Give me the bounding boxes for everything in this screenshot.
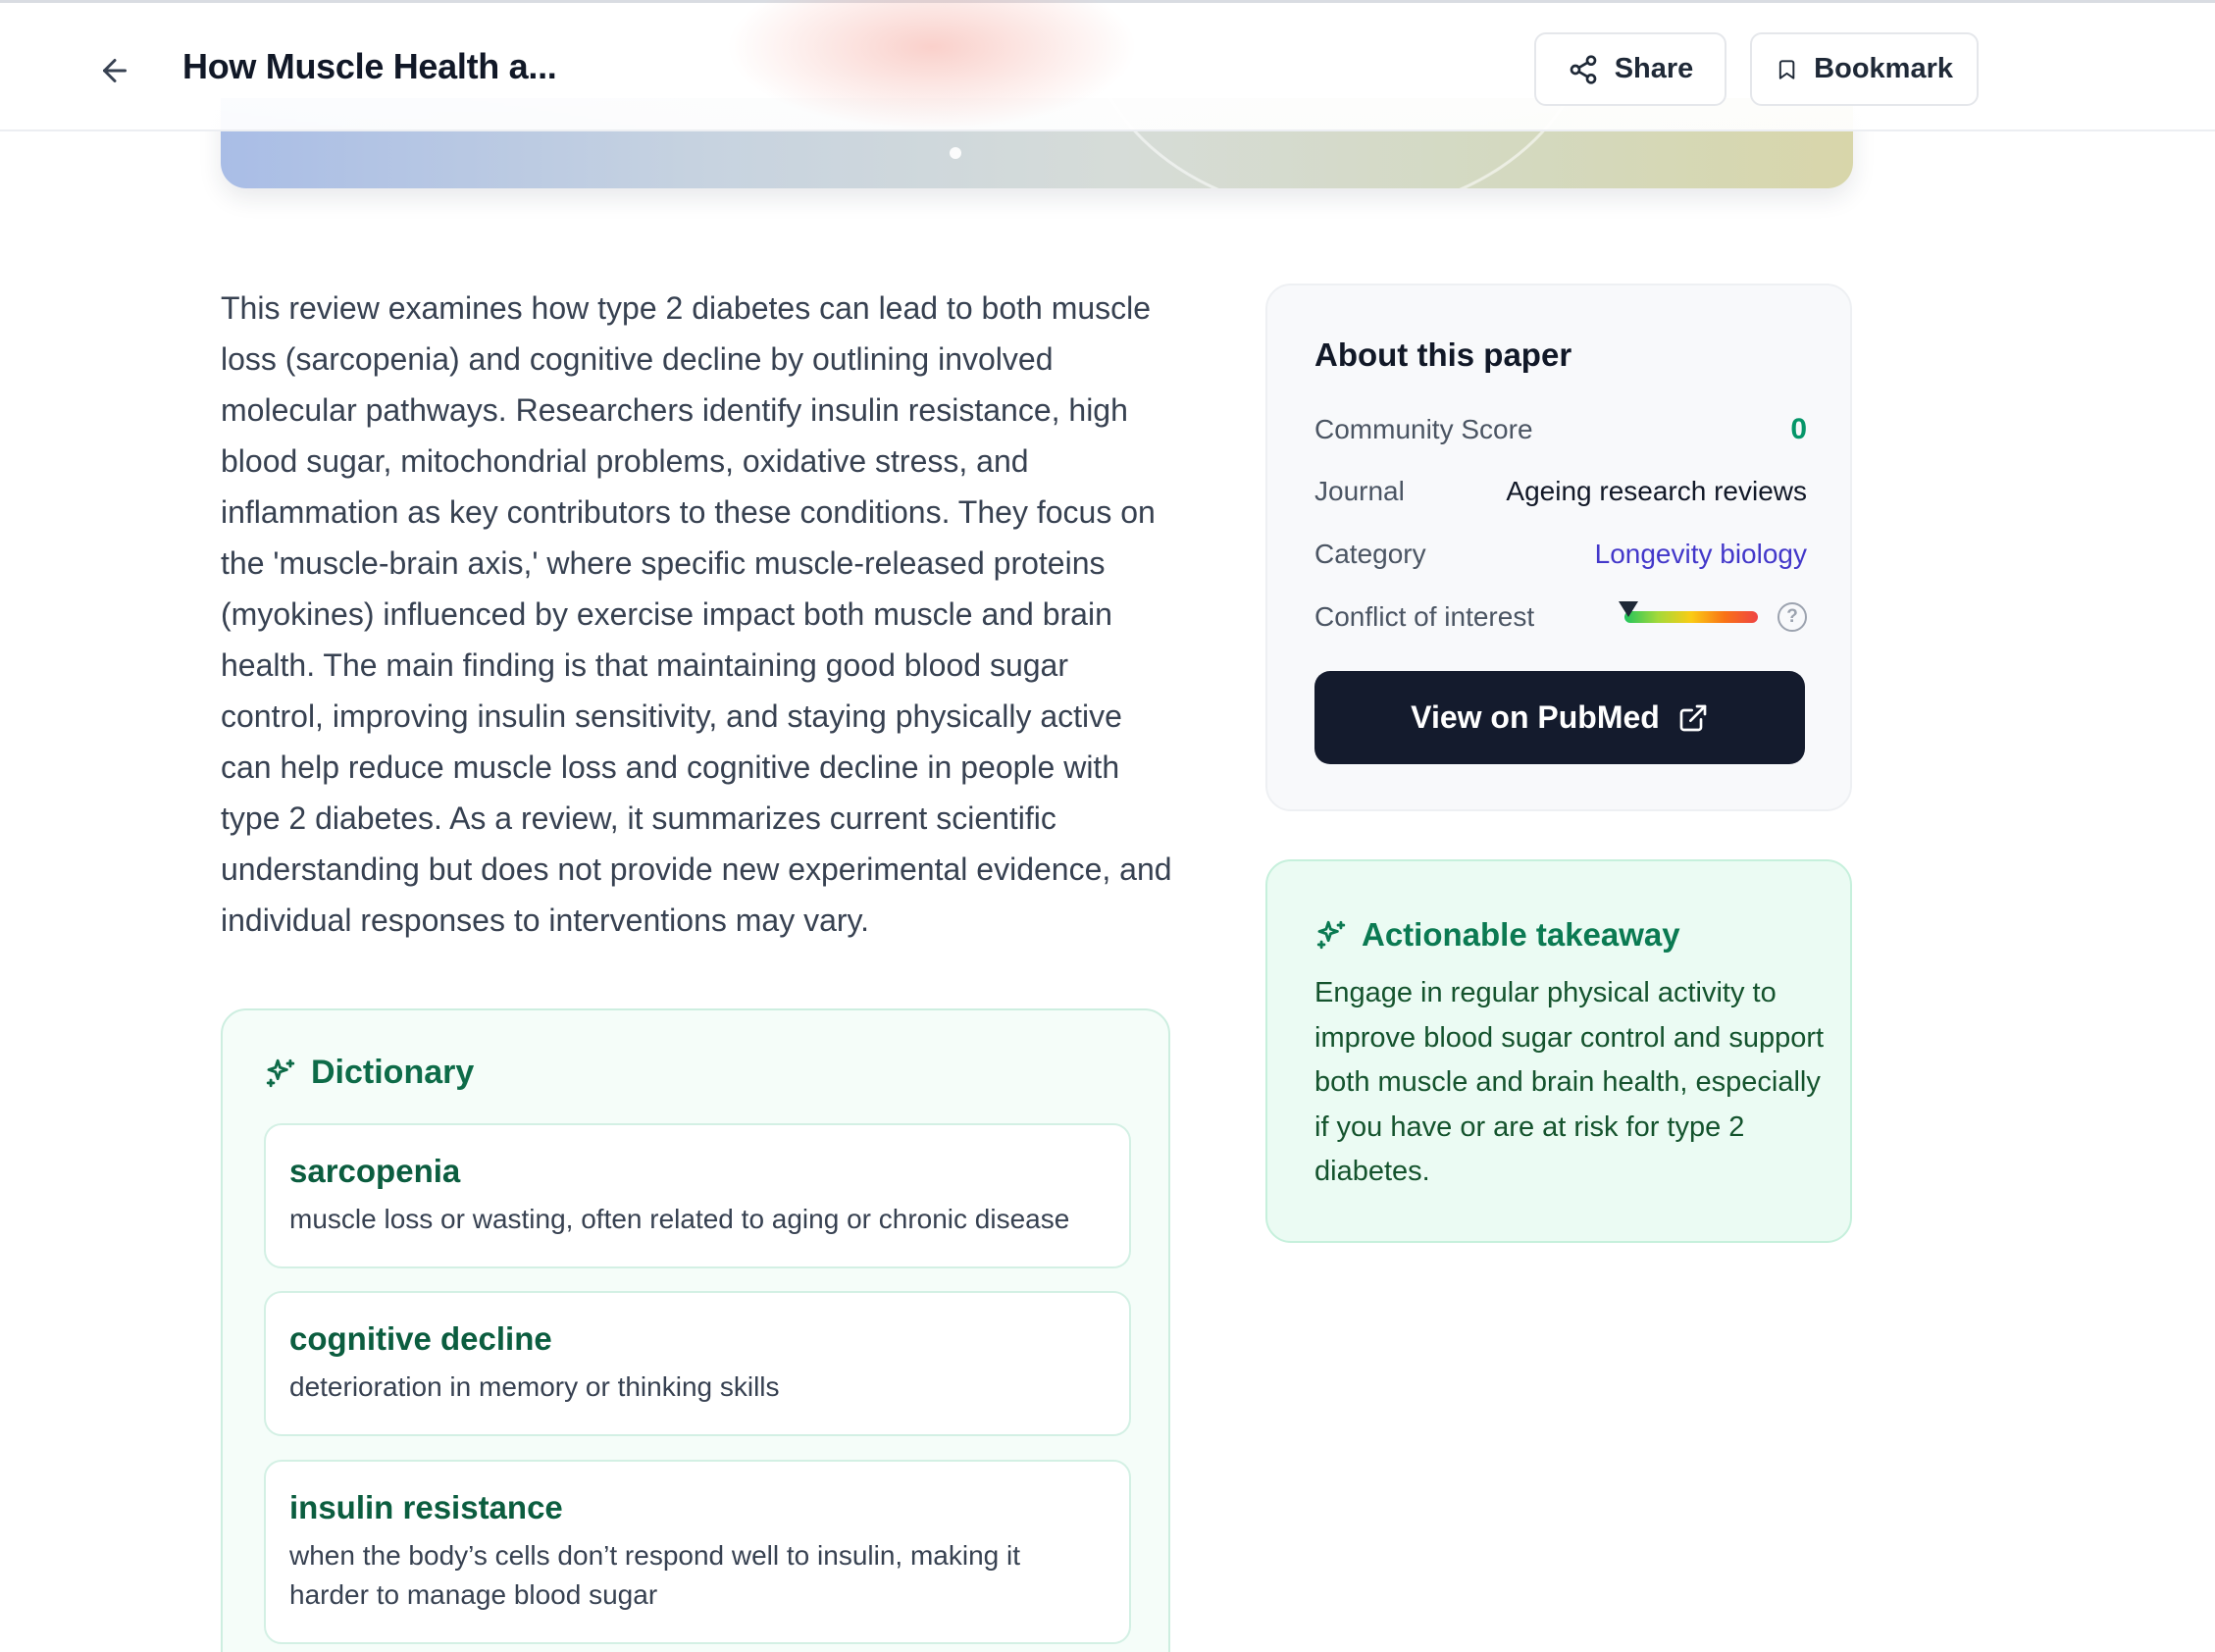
external-link-icon	[1677, 702, 1709, 734]
dictionary-term	[264, 1123, 1131, 1268]
top-bar-glow	[726, 0, 1138, 130]
page-title: How Muscle Health a...	[182, 46, 557, 86]
arrow-left-icon	[97, 53, 132, 88]
community-score-row	[1314, 413, 1807, 446]
conflict-gradient-bar	[1624, 611, 1758, 623]
top-bar	[0, 0, 2215, 131]
category-link[interactable]: Longevity biology	[1594, 539, 1807, 569]
paper-summary: This review examines how type 2 diabetes can lead to both muscle loss (sarcopenia) and cognitive decline by outlining involved molecular pathways. Researchers identify insulin resistance, high blood sugar, mitochondrial problems, oxidative stress, and inflammation as key contributors to these conditions. They focus on the 'muscle-brain axis,' where specific muscle-released proteins (myokines) influenced by exercise impact both muscle and brain health. The main finding is that maintaining good blood sugar control, improving insulin sensitivity, and staying physically active can help reduce muscle loss and cognitive decline in people with type 2 diabetes. As a review, it summarizes current scientific understanding but does not provide new experimental evidence, and individual responses to interventions may vary.	[221, 290, 1172, 938]
back-button[interactable]	[90, 46, 139, 95]
community-score-value: 0	[1790, 413, 1807, 445]
bookmark-icon	[1776, 55, 1798, 84]
term-name: cognitive decline	[289, 1320, 552, 1357]
bookmark-button[interactable]	[1750, 32, 1979, 106]
journal-value: Ageing research reviews	[1506, 476, 1807, 506]
sparkle-icon	[264, 1057, 297, 1090]
term-definition: muscle loss or wasting, often related to aging or chronic disease	[289, 1204, 1070, 1234]
category-label: Category	[1314, 539, 1426, 569]
dictionary-header	[264, 1054, 474, 1092]
view-on-pubmed-button[interactable]	[1314, 671, 1805, 764]
dictionary-card	[221, 1008, 1170, 1652]
journal-row	[1314, 476, 1807, 507]
share-button[interactable]	[1534, 32, 1726, 106]
dictionary-term	[264, 1460, 1131, 1644]
takeaway-title: Actionable takeaway	[1362, 916, 1680, 953]
category-row	[1314, 539, 1807, 570]
journal-label: Journal	[1314, 476, 1405, 506]
term-name: sarcopenia	[289, 1153, 461, 1189]
takeaway-text: Engage in regular physical activity to improve blood sugar control and support both muscle and brain health, especially if you have or are at risk for type 2 diabetes.	[1314, 977, 1825, 1187]
help-icon[interactable]: ?	[1777, 602, 1807, 632]
takeaway-header	[1314, 916, 1680, 954]
conflict-label: Conflict of interest	[1314, 601, 1535, 632]
about-title: About this paper	[1314, 336, 1572, 373]
conflict-indicator	[1624, 602, 1807, 632]
hero-dot-decoration	[950, 147, 961, 159]
term-definition: when the body’s cells don’t respond well to insulin, making it harder to manage blood sugar	[289, 1540, 1021, 1610]
dictionary-term	[264, 1291, 1131, 1436]
conflict-marker	[1619, 601, 1638, 617]
share-icon	[1568, 54, 1599, 85]
share-label: Share	[1614, 53, 1694, 84]
community-score-label: Community Score	[1314, 414, 1533, 444]
sparkle-icon	[1314, 918, 1348, 952]
term-name: insulin resistance	[289, 1489, 563, 1525]
term-definition: deterioration in memory or thinking skills	[289, 1371, 780, 1402]
conflict-row	[1314, 601, 1807, 633]
bookmark-label: Bookmark	[1814, 53, 1953, 84]
dictionary-title: Dictionary	[311, 1054, 475, 1091]
actionable-takeaway-card	[1265, 859, 1852, 1243]
pubmed-label: View on PubMed	[1411, 699, 1660, 735]
about-paper-card	[1265, 284, 1852, 811]
